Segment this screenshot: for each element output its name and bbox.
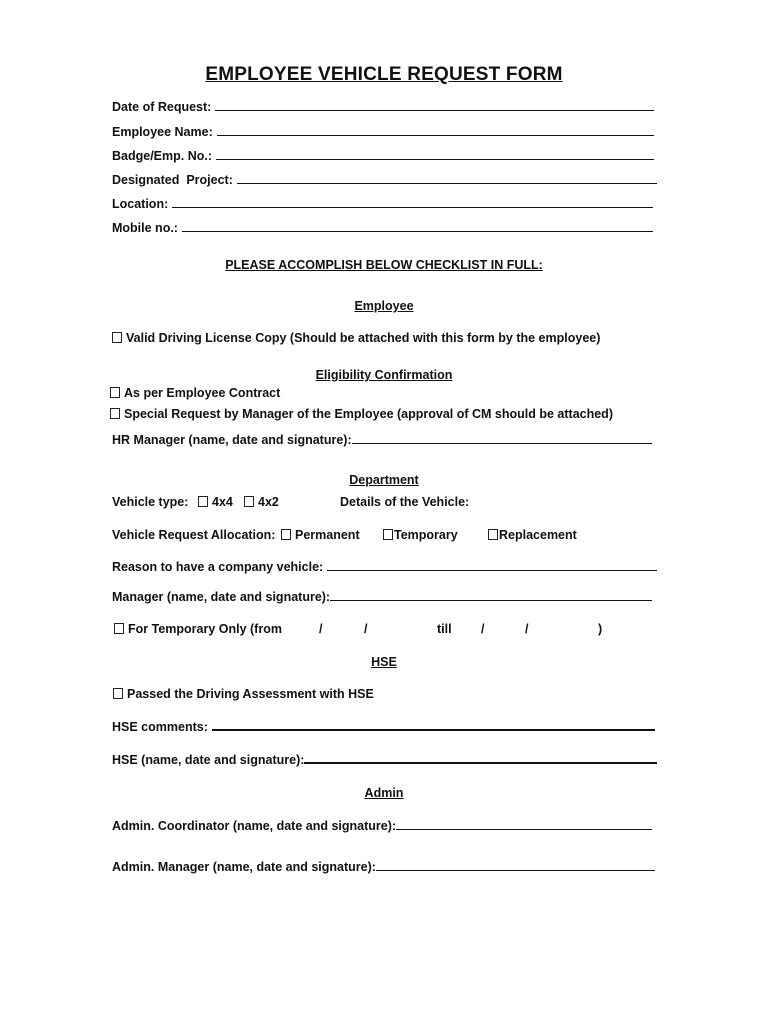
allocation-temporary-label: Temporary [394, 528, 458, 542]
department-section-heading: Department [349, 473, 419, 487]
allocation-replacement-option [488, 528, 577, 542]
allocation-permanent-option [281, 528, 360, 542]
designated-project-label: Designated Project: [112, 173, 233, 187]
location-field [112, 197, 653, 211]
admin-manager-field [112, 860, 655, 874]
form-title: EMPLOYEE VEHICLE REQUEST FORM [205, 64, 563, 85]
reason-field [112, 560, 657, 574]
allocation-temporary-checkbox[interactable] [383, 529, 393, 540]
employee-name-field [112, 125, 654, 139]
vehicle-details-label: Details of the Vehicle: [340, 495, 470, 509]
employee-name-label: Employee Name: [112, 125, 213, 139]
hse-assessment-row [113, 687, 374, 701]
license-check-label: Valid Driving License Copy (Should be attached with this form by the employee) [126, 331, 601, 345]
admin-manager-label: Admin. Manager (name, date and signature): [112, 860, 376, 874]
badge-emp-no-input-line[interactable] [216, 159, 654, 160]
dept-manager-input-line[interactable] [330, 600, 652, 601]
reason-label: Reason to have a company vehicle: [112, 560, 324, 574]
admin-coordinator-input-line[interactable] [396, 829, 652, 830]
employee-name-input-line[interactable] [217, 135, 654, 136]
dept-manager-label: Manager (name, date and signature): [112, 590, 331, 604]
vehicle-type-4x2-checkbox[interactable] [244, 496, 254, 507]
special-request-option-row [110, 407, 613, 421]
dept-manager-field [112, 590, 652, 604]
vehicle-type-4x2-label: 4x2 [258, 495, 279, 509]
vehicle-type-4x4-checkbox[interactable] [198, 496, 208, 507]
hse-comments-label: HSE comments: [112, 720, 208, 734]
date-of-request-input-line[interactable] [215, 110, 654, 111]
hr-manager-label: HR Manager (name, date and signature): [112, 433, 352, 447]
reason-input-line[interactable] [327, 570, 657, 571]
allocation-permanent-checkbox[interactable] [281, 529, 291, 540]
special-request-checkbox[interactable] [110, 408, 120, 419]
badge-emp-no-field [112, 149, 654, 163]
till-label: till [437, 622, 452, 636]
hse-comments-field [112, 720, 655, 734]
hr-manager-input-line[interactable] [352, 443, 652, 444]
admin-section-heading: Admin [364, 786, 404, 800]
badge-emp-no-label: Badge/Emp. No.: [112, 149, 213, 163]
till-date-slash-1: / [481, 622, 485, 636]
checklist-heading: PLEASE ACCOMPLISH BELOW CHECKLIST IN FULL: [225, 258, 543, 272]
hse-signature-input-line[interactable] [304, 762, 657, 764]
allocation-permanent-label: Permanent [295, 528, 360, 542]
hr-manager-field [112, 433, 652, 447]
employee-section-heading: Employee [354, 299, 414, 313]
designated-project-input-line[interactable] [237, 183, 657, 184]
from-date-slash-1: / [319, 622, 323, 636]
admin-coordinator-label: Admin. Coordinator (name, date and signature): [112, 819, 397, 833]
mobile-no-label: Mobile no.: [112, 221, 178, 235]
vehicle-type-label: Vehicle type: [112, 495, 189, 509]
eligibility-section-heading: Eligibility Confirmation [315, 368, 453, 382]
hse-signature-label: HSE (name, date and signature): [112, 753, 305, 767]
date-of-request-field [112, 100, 654, 114]
vehicle-type-4x4-label: 4x4 [212, 495, 233, 509]
location-label: Location: [112, 197, 169, 211]
temporary-close-paren: ) [598, 622, 603, 636]
license-check-row [112, 331, 600, 345]
allocation-replacement-label: Replacement [499, 528, 577, 542]
hse-assessment-label: Passed the Driving Assessment with HSE [127, 687, 374, 701]
hse-section-heading: HSE [371, 655, 397, 669]
allocation-temporary-option [383, 528, 458, 542]
hse-signature-field [112, 753, 657, 767]
location-input-line[interactable] [172, 207, 653, 208]
contract-option-row [110, 386, 280, 400]
admin-coordinator-field [112, 819, 652, 833]
hse-comments-input-line[interactable] [212, 729, 655, 731]
temporary-period-row [114, 622, 282, 636]
hse-assessment-checkbox[interactable] [113, 688, 123, 699]
admin-manager-input-line[interactable] [376, 870, 655, 871]
contract-checkbox[interactable] [110, 387, 120, 398]
allocation-label: Vehicle Request Allocation: [112, 528, 276, 542]
from-date-slash-2: / [364, 622, 368, 636]
vehicle-type-4x4-option [198, 495, 233, 509]
mobile-no-input-line[interactable] [182, 231, 653, 232]
date-of-request-label: Date of Request: [112, 100, 212, 114]
contract-option-label: As per Employee Contract [124, 386, 281, 400]
license-checkbox[interactable] [112, 332, 122, 343]
special-request-option-label: Special Request by Manager of the Employee (approval of CM should be attached) [124, 407, 613, 421]
vehicle-type-4x2-option [244, 495, 279, 509]
mobile-no-field [112, 221, 653, 235]
temporary-only-label: For Temporary Only (from [128, 622, 282, 636]
till-date-slash-2: / [525, 622, 529, 636]
allocation-replacement-checkbox[interactable] [488, 529, 498, 540]
temporary-only-checkbox[interactable] [114, 623, 124, 634]
designated-project-field [112, 173, 657, 187]
